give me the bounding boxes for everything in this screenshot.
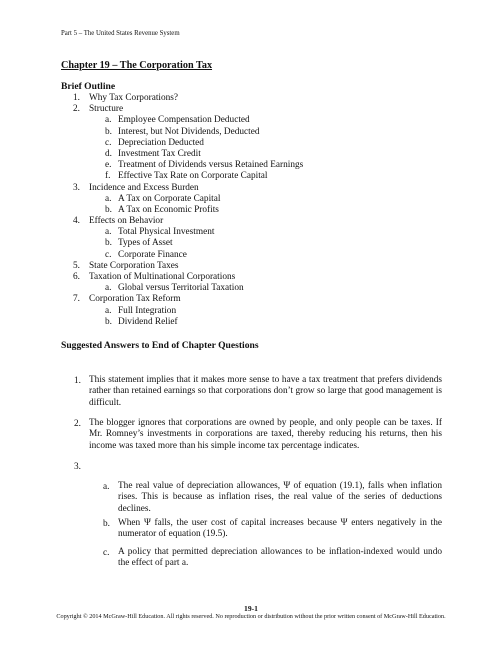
outline-item-number: 2.: [73, 104, 80, 115]
outline-item: [0, 272, 502, 283]
outline-item: [0, 183, 502, 194]
answer-3b-text: When Ψ falls, the user cost of capital increases because Ψ enters negatively in the numerator of equation (19.5).: [118, 518, 442, 540]
page-number: 19-1: [244, 604, 258, 613]
outline-subitem-label: Full Integration: [118, 305, 177, 316]
outline-subitem: [0, 250, 502, 261]
outline-subitem-letter: e.: [105, 160, 112, 171]
answer-3c-letter: c.: [103, 548, 110, 558]
outline-item-label: State Corporation Taxes: [89, 260, 179, 271]
outline-subitem: [0, 115, 502, 126]
outline-item-label: Why Tax Corporations?: [89, 93, 179, 103]
answer-3b-letter: b.: [103, 519, 110, 529]
outline-subitem-label: Effective Tax Rate on Corporate Capital: [118, 171, 268, 182]
answer-1-number: 1.: [74, 376, 81, 386]
answer-1-text: This statement implies that it makes more sense to have a tax treatment that prefers dividends rather than retained earnings so that corporations don’t grow so large that good management is difficult.: [89, 375, 442, 408]
outline-subitem-letter: c.: [105, 137, 112, 148]
outline-subitem: [0, 227, 502, 238]
outline-item-label: Taxation of Multinational Corporations: [89, 272, 236, 282]
outline-subitem-label: Corporate Finance: [118, 249, 187, 260]
outline-item-number: 1.: [73, 93, 80, 103]
answer-3a-text: The real value of depreciation allowances, Ψ of equation (19.1), falls when inflation rises. This is because as inflation rises, the real value of the series of deductions declines.: [118, 481, 442, 514]
outline-subitem-letter: a.: [105, 283, 112, 294]
outline-item: [0, 216, 502, 227]
outline-item-number: 3.: [73, 182, 80, 193]
outline-subitem: [0, 205, 502, 216]
outline-subitem-letter: b.: [105, 126, 112, 137]
outline-subitem-letter: a.: [105, 115, 112, 126]
outline-subitem-letter: b.: [105, 316, 112, 327]
outline-subitem: [0, 238, 502, 249]
outline-item: [0, 104, 502, 115]
copyright-notice: Copyright © 2014 McGraw-Hill Education. All rights reserved. No reproduction or distribution without the prior written consent of McGraw-Hill Education.: [56, 613, 446, 620]
outline-subitem-letter: a.: [105, 193, 112, 204]
outline-item-label: Structure: [89, 104, 124, 115]
outline-subitem-label: Interest, but Not Dividends, Deducted: [118, 126, 260, 137]
outline-subitem: [0, 194, 502, 205]
outline-item-label: Incidence and Excess Burden: [89, 182, 199, 193]
outline-subitem-label: Types of Asset: [118, 238, 173, 249]
running-header: Part 5 – The United States Revenue System: [61, 30, 180, 37]
outline-subitem-letter: b.: [105, 238, 112, 249]
outline-heading: Brief Outline: [61, 81, 116, 92]
outline-subitem-letter: a.: [105, 227, 112, 238]
outline-subitem: [0, 317, 502, 328]
outline-item-number: 7.: [73, 294, 80, 305]
answer-3c-text: A policy that permitted depreciation allowances to be inflation-indexed would undo the effect of part a.: [118, 547, 442, 569]
outline-item: [0, 93, 502, 104]
outline-subitem: [0, 149, 502, 160]
outline-subitem-letter: b.: [105, 204, 112, 215]
outline-subitem-label: Global versus Territorial Taxation: [118, 283, 244, 294]
outline-item-number: 5.: [73, 260, 80, 271]
outline-subitem: [0, 171, 502, 182]
outline-item: [0, 261, 502, 272]
outline-subitem-label: Dividend Relief: [118, 316, 178, 327]
outline-subitem-label: A Tax on Economic Profits: [118, 204, 219, 215]
chapter-title: Chapter 19 – The Corporation Tax: [61, 60, 213, 71]
outline-item-number: 6.: [73, 272, 80, 282]
outline-subitem-letter: f.: [105, 171, 111, 182]
outline-subitem-label: Employee Compensation Deducted: [118, 115, 250, 126]
brief-outline: [0, 93, 502, 328]
outline-item-number: 4.: [73, 216, 80, 227]
answer-3a-letter: a.: [103, 482, 110, 492]
outline-subitem-label: Treatment of Dividends versus Retained Earnings: [118, 160, 304, 171]
outline-subitem-label: A Tax on Corporate Capital: [118, 193, 221, 204]
outline-subitem: [0, 306, 502, 317]
outline-subitem: [0, 138, 502, 149]
outline-item: [0, 294, 502, 305]
outline-subitem-letter: c.: [105, 249, 112, 260]
outline-item-label: Corporation Tax Reform: [89, 294, 181, 305]
outline-subitem-letter: a.: [105, 305, 112, 316]
outline-subitem: [0, 283, 502, 294]
answer-3-number: 3.: [74, 462, 81, 472]
answer-2-number: 2.: [74, 419, 81, 429]
outline-subitem: [0, 127, 502, 138]
answers-heading: Suggested Answers to End of Chapter Questions: [61, 340, 259, 351]
outline-item-label: Effects on Behavior: [89, 216, 164, 227]
outline-subitem: [0, 160, 502, 171]
outline-subitem-label: Depreciation Deducted: [118, 137, 204, 148]
outline-subitem-label: Total Physical Investment: [118, 227, 215, 238]
outline-subitem-letter: d.: [105, 148, 112, 159]
answer-2-text: The blogger ignores that corporations are owned by people, and only people can be taxes. If Mr. Romney’s investments in corporations are taxed, thereby reducing his returns, then his income was taxed more than his simple income tax percentage indicates.: [89, 418, 442, 451]
outline-subitem-label: Investment Tax Credit: [118, 148, 201, 159]
